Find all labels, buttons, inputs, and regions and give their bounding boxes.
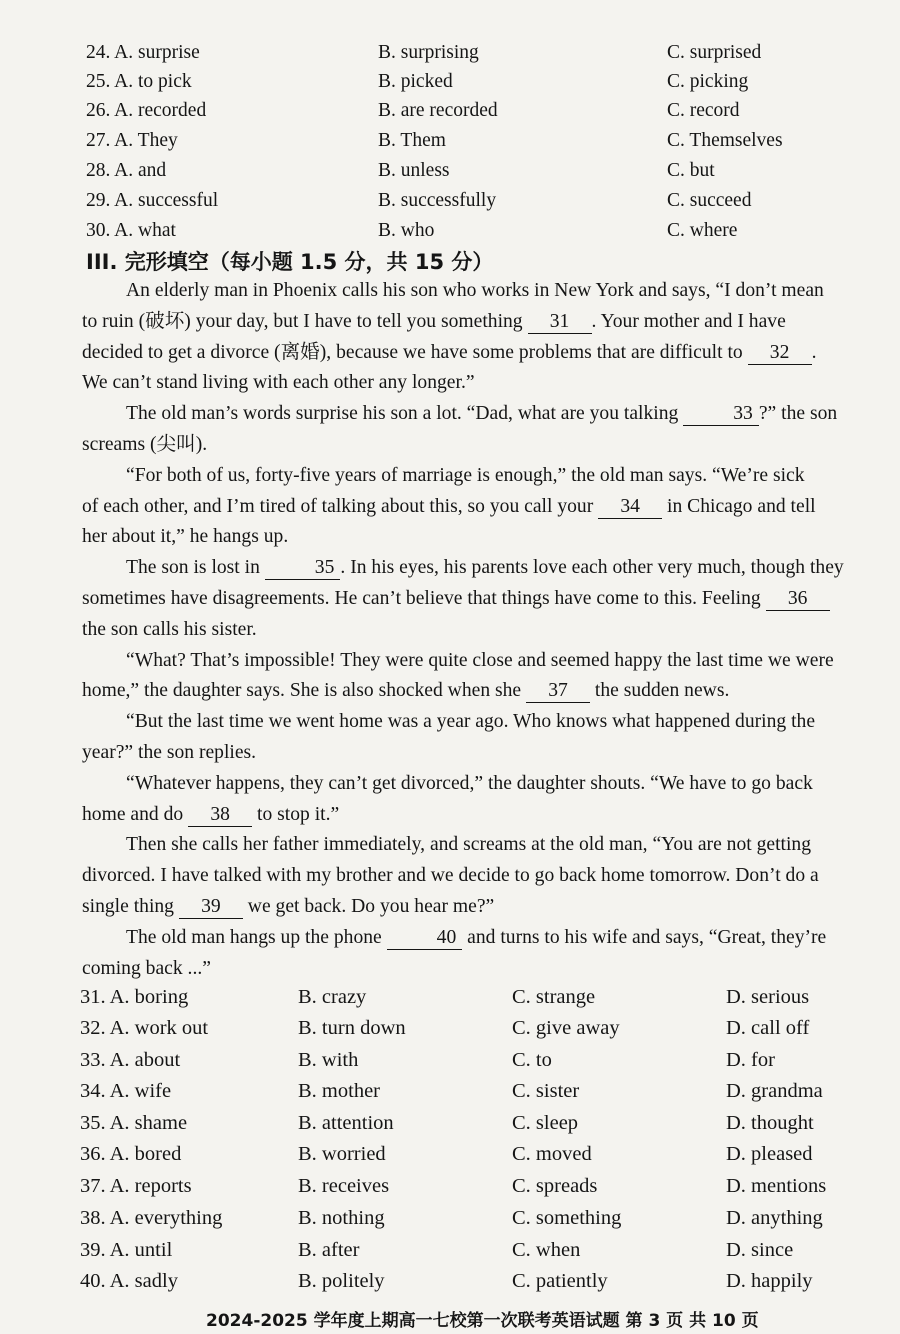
option-c: C. sister	[512, 1080, 580, 1102]
option-c: C. where	[667, 220, 738, 241]
blank-38: 38	[188, 804, 252, 827]
option-c: C. but	[667, 160, 715, 181]
question-34-options	[80, 1076, 895, 1107]
passage-text: her about it,” he hangs up.	[82, 526, 289, 548]
question-40-options	[80, 1266, 895, 1297]
option-a: 32. A. work out	[80, 1017, 209, 1039]
option-c: C. surprised	[667, 42, 762, 63]
passage-text: Then she calls her father immediately, and screams at the old man, “You are not getting	[126, 834, 812, 856]
question-29-options	[86, 186, 886, 216]
option-b: B. worried	[298, 1143, 386, 1165]
paragraph	[82, 461, 900, 553]
paragraph	[82, 830, 900, 922]
passage-text: to stop it.”	[252, 803, 340, 825]
option-a: 28. A. and	[86, 160, 167, 181]
option-b: B. Them	[378, 130, 446, 151]
option-d: D. call off	[726, 1017, 810, 1039]
passage-text: .	[811, 341, 817, 363]
option-c: C. patiently	[512, 1270, 608, 1292]
passage-text: we get back. Do you hear me?”	[242, 895, 495, 917]
option-b: B. receives	[298, 1175, 390, 1197]
question-31-options	[80, 982, 895, 1013]
option-d: D. mentions	[726, 1175, 827, 1197]
option-c: C. succeed	[667, 190, 752, 211]
passage-text: screams (尖叫).	[82, 433, 208, 455]
passage-text: the sudden news.	[590, 680, 730, 702]
passage-text: single thing	[82, 895, 179, 917]
passage-text: the son calls his sister.	[82, 618, 257, 640]
option-c: C. sleep	[512, 1112, 579, 1134]
option-a: 38. A. everything	[80, 1207, 223, 1229]
question-30-options	[86, 216, 886, 246]
option-a: 24. A. surprise	[86, 42, 200, 63]
paragraph	[82, 923, 900, 985]
option-d: D. for	[726, 1049, 775, 1071]
option-b: B. attention	[298, 1112, 394, 1134]
passage-text: The old man hangs up the phone	[126, 926, 387, 948]
paragraph	[82, 553, 900, 645]
blank-40: 40	[387, 927, 463, 950]
passage-text: The old man’s words surprise his son a lot. “Dad, what are you talking	[126, 403, 684, 425]
blank-36: 36	[766, 588, 830, 611]
option-b: B. are recorded	[378, 100, 498, 121]
option-c: C. moved	[512, 1143, 592, 1165]
passage-text: in Chicago and tell	[662, 495, 816, 517]
option-a: 30. A. what	[86, 220, 176, 241]
passage-text: “For both of us, forty-five years of marriage is enough,” the old man says. “We’re sick	[126, 464, 805, 486]
option-b: B. after	[298, 1239, 360, 1261]
option-a: 40. A. sadly	[80, 1270, 178, 1292]
question-32-options	[80, 1013, 895, 1044]
passage-text: The son is lost in	[126, 557, 265, 579]
passage-text: decided to get a divorce (离婚), because we have some problems that are difficult to	[82, 341, 748, 363]
option-d: D. thought	[726, 1112, 814, 1134]
option-a: 31. A. boring	[80, 986, 189, 1008]
passage-text: divorced. I have talked with my brother and we decide to go back home tomorrow. Don’t do a	[82, 865, 819, 887]
blank-32: 32	[748, 342, 812, 365]
blank-35: 35	[265, 557, 341, 580]
question-28-options	[86, 156, 886, 186]
question-25-options	[86, 67, 886, 97]
paragraph	[82, 399, 900, 461]
passage-text: “But the last time we went home was a year ago. Who knows what happened during the	[126, 711, 816, 733]
passage-text: We can’t stand living with each other any longer.”	[82, 372, 475, 394]
option-a: 36. A. bored	[80, 1143, 182, 1165]
question-39-options	[80, 1235, 895, 1266]
question-37-options	[80, 1171, 895, 1202]
option-c: C. give away	[512, 1017, 620, 1039]
option-a: 25. A. to pick	[86, 71, 192, 92]
option-a: 33. A. about	[80, 1049, 181, 1071]
blank-37: 37	[526, 680, 590, 703]
passage-text: An elderly man in Phoenix calls his son who works in New York and says, “I don’t mean	[126, 280, 824, 301]
option-b: B. mother	[298, 1080, 380, 1102]
option-d: D. pleased	[726, 1143, 813, 1165]
option-b: B. turn down	[298, 1017, 406, 1039]
blank-31: 31	[528, 311, 592, 334]
option-a: 29. A. successful	[86, 190, 219, 211]
option-b: B. with	[298, 1049, 359, 1071]
option-b: B. surprising	[378, 42, 479, 63]
option-d: D. anything	[726, 1207, 823, 1229]
question-26-options	[86, 96, 886, 126]
passage-text: coming back ...”	[82, 957, 211, 979]
passage-text: of each other, and I’m tired of talking about this, so you call your	[82, 495, 599, 517]
passage-text: . In his eyes, his parents love each other very much, though they	[340, 557, 844, 579]
passage-text: . Your mother and I have	[591, 310, 786, 332]
option-a: 26. A. recorded	[86, 100, 207, 121]
passage-text: and turns to his wife and says, “Great, they’re	[462, 926, 827, 948]
option-a: 39. A. until	[80, 1239, 173, 1261]
passage-text: “What? That’s impossible! They were quite close and seemed happy the last time we were	[126, 649, 834, 671]
blank-39: 39	[179, 896, 243, 919]
passage-text: “Whatever happens, they can’t get divorced,” the daughter shouts. “We have to go back	[126, 772, 813, 794]
question-35-options	[80, 1108, 895, 1139]
option-c: C. spreads	[512, 1175, 598, 1197]
passage-text: to ruin (破坏) your day, but I have to tell you something	[82, 310, 528, 332]
option-d: D. since	[726, 1239, 794, 1261]
passage-text: home,” the daughter says. She is also shocked when she	[82, 680, 527, 702]
passage-text: ?” the son	[758, 403, 838, 425]
option-b: B. politely	[298, 1270, 385, 1292]
question-27-options	[86, 126, 886, 156]
option-b: B. unless	[378, 160, 450, 181]
passage-text: home and do	[82, 803, 189, 825]
cloze-passage	[82, 276, 900, 984]
option-b: B. nothing	[298, 1207, 385, 1229]
option-a: 27. A. They	[86, 130, 178, 151]
blank-34: 34	[598, 496, 662, 519]
option-a: 35. A. shame	[80, 1112, 188, 1134]
page-footer: 2024-2025 学年度上期高一七校第一次联考英语试题 第 3 页 共 10 页	[206, 1311, 759, 1331]
passage-text: sometimes have disagreements. He can’t believe that things have come to this. Feeling	[82, 587, 766, 609]
question-33-options	[80, 1045, 895, 1076]
blank-33: 33	[683, 403, 759, 426]
option-c: C. to	[512, 1049, 552, 1071]
option-a: 37. A. reports	[80, 1175, 192, 1197]
paragraph	[82, 276, 900, 399]
option-c: C. Themselves	[667, 130, 783, 151]
option-d: D. happily	[726, 1270, 813, 1292]
option-c: C. something	[512, 1207, 622, 1229]
option-d: D. grandma	[726, 1080, 823, 1102]
question-24-options	[86, 38, 886, 68]
option-a: 34. A. wife	[80, 1080, 172, 1102]
option-b: B. picked	[378, 71, 453, 92]
passage-text: year?” the son replies.	[82, 741, 257, 763]
option-c: C. when	[512, 1239, 581, 1261]
paragraph	[82, 646, 900, 708]
question-36-options	[80, 1139, 895, 1170]
option-b: B. successfully	[378, 190, 497, 211]
option-b: B. who	[378, 220, 435, 241]
question-38-options	[80, 1203, 895, 1234]
option-c: C. record	[667, 100, 740, 121]
paragraph	[82, 707, 900, 769]
option-c: C. picking	[667, 71, 749, 92]
section-title: III. 完形填空（每小题 1.5 分，共 15 分）	[86, 250, 494, 274]
paragraph	[82, 769, 900, 831]
option-d: D. serious	[726, 986, 810, 1008]
option-b: B. crazy	[298, 986, 367, 1008]
option-c: C. strange	[512, 986, 596, 1008]
